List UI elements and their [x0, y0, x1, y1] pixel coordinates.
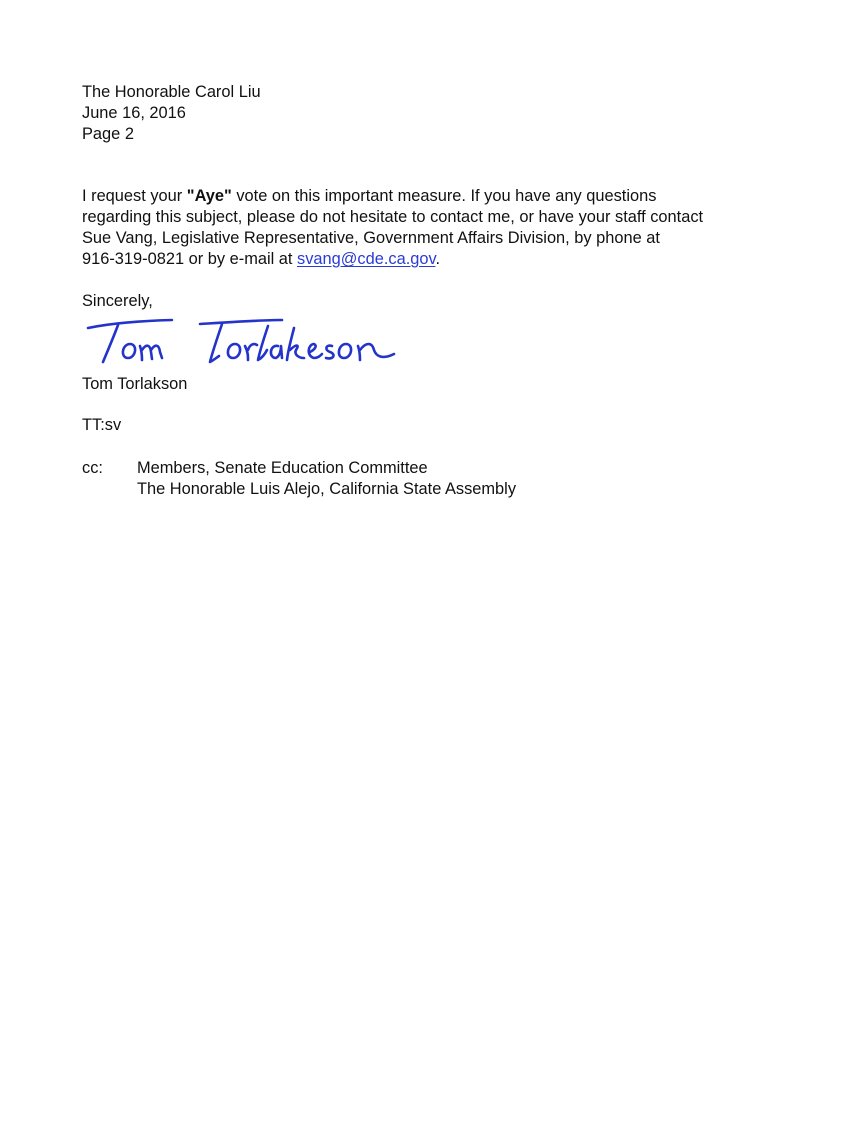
closing: Sincerely,: [82, 292, 153, 310]
signer-name: Tom Torlakson: [82, 375, 188, 393]
cc-label: cc:: [82, 459, 103, 477]
aye-text: Aye: [194, 187, 225, 205]
page-number: Page 2: [82, 125, 134, 143]
cc-recipient: The Honorable Luis Alejo, California State Assembly: [137, 480, 517, 498]
body-paragraph: [82, 186, 782, 270]
body-line-4: [82, 249, 782, 270]
quote-mark: ": [186, 187, 195, 205]
recipient-line: The Honorable Carol Liu: [82, 83, 261, 101]
body-line-2: regarding this subject, please do not hesitate to contact me, or have your staff contact: [82, 208, 704, 226]
cc-recipient: Members, Senate Education Committee: [137, 459, 428, 477]
aye-emphasis: [187, 187, 232, 205]
body-text: I request your: [82, 187, 187, 205]
letter-header: [82, 82, 261, 145]
date-line: June 16, 2016: [82, 104, 186, 122]
body-line-1: [82, 186, 782, 207]
body-line-3: Sue Vang, Legislative Representative, Government Affairs Division, by phone at: [82, 229, 660, 247]
body-text: 916-319-0821 or by e-mail at: [82, 250, 298, 268]
body-text: vote on this important measure. If you have any questions: [231, 187, 657, 205]
typist-initials: TT:sv: [82, 416, 122, 434]
email-link[interactable]: svang@cde.ca.gov: [297, 250, 436, 268]
cc-recipient-list: [137, 458, 516, 500]
signature-icon: [82, 314, 412, 372]
signature-image: [82, 314, 412, 372]
body-text: .: [435, 250, 441, 268]
quote-mark: ": [224, 187, 232, 205]
